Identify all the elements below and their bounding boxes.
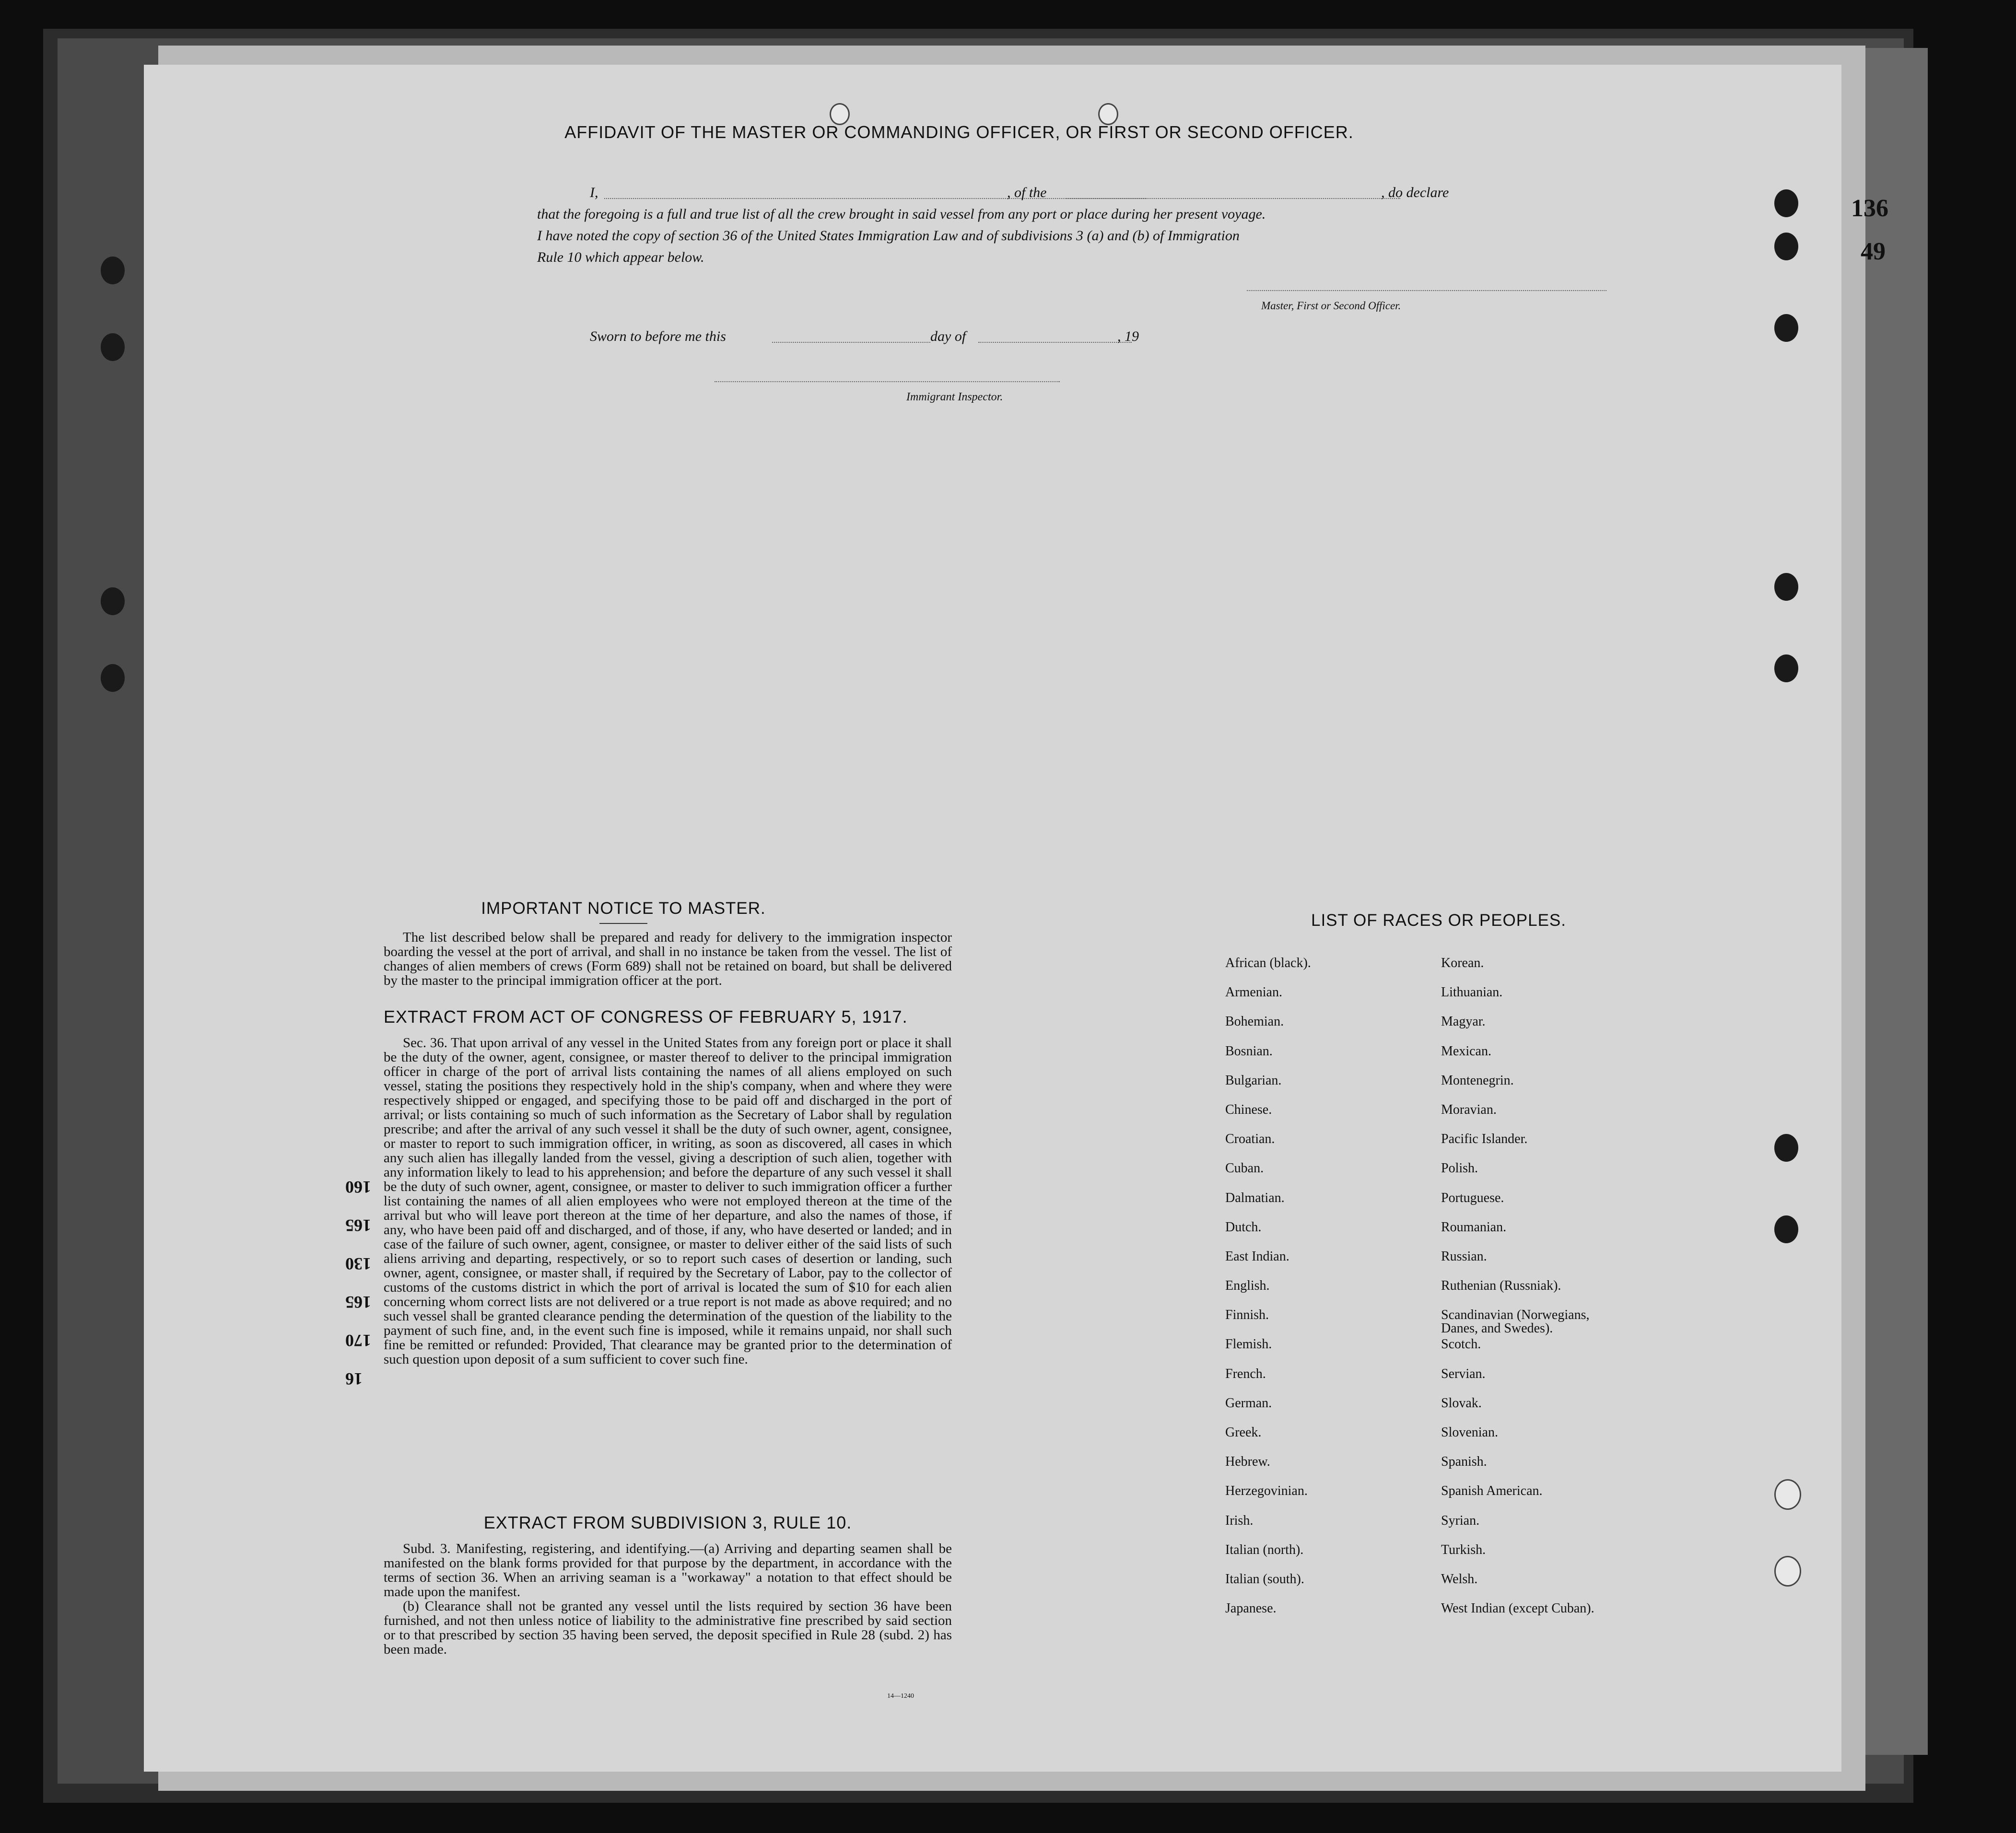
act-title: EXTRACT FROM ACT OF CONGRESS OF FEBRUARY 5, 1917. xyxy=(384,1007,908,1027)
punch-hole-icon xyxy=(1774,233,1798,260)
race-item: Magyar. xyxy=(1441,1014,1486,1029)
race-item: Finnish. xyxy=(1225,1308,1269,1323)
day-blank xyxy=(772,342,930,343)
race-item: French. xyxy=(1225,1366,1266,1381)
race-item: Dalmatian. xyxy=(1225,1190,1285,1205)
race-item: Turkish. xyxy=(1441,1542,1486,1557)
affidavit-line-2: that the foregoing is a full and true list of all the crew brought in said vessel from any port or place during her present voyage. xyxy=(537,206,1266,222)
races-right-column xyxy=(1441,957,1729,1631)
punch-hole-icon xyxy=(101,333,125,361)
race-item: Lithuanian. xyxy=(1441,985,1503,1000)
race-item: English. xyxy=(1225,1278,1270,1294)
race-item: Irish. xyxy=(1225,1513,1254,1528)
signature-blank xyxy=(1247,290,1606,291)
race-item: Bohemian. xyxy=(1225,1014,1284,1029)
race-item: Italian (north). xyxy=(1225,1542,1304,1557)
race-item: African (black). xyxy=(1225,956,1311,970)
inspector-label: Immigrant Inspector. xyxy=(906,391,1003,403)
affidavit-i: I, xyxy=(590,185,598,200)
race-item: Korean. xyxy=(1441,956,1484,970)
affidavit-line-4: Rule 10 which appear below. xyxy=(537,249,704,265)
rule-paragraph-b: (b) Clearance shall not be granted any vessel until the lists required by section 36 have been furnished, and not then unless notice of liability to the administrative fine prescribed by said section or to that prescribed by section 35 having been served, the deposit specified in Rule 28 (subd. 2) has been made. xyxy=(384,1599,952,1657)
race-item: Roumanian. xyxy=(1441,1219,1507,1235)
races-list xyxy=(1225,957,1729,1637)
punch-hole-icon xyxy=(1774,1479,1801,1510)
month-blank xyxy=(978,342,1132,343)
race-item: East Indian. xyxy=(1225,1249,1289,1264)
punch-hole-icon xyxy=(1774,1134,1798,1162)
margin-mark: 165 xyxy=(345,1216,371,1235)
race-item: Slovak. xyxy=(1441,1395,1482,1411)
vessel-blank xyxy=(1065,198,1400,199)
margin-number: 136 xyxy=(1851,195,1888,222)
race-item: Flemish. xyxy=(1225,1337,1272,1352)
act-text xyxy=(384,1036,952,1366)
inspector-blank xyxy=(715,381,1060,382)
sworn-label: Sworn to before me this xyxy=(590,328,726,344)
race-item: Croatian. xyxy=(1225,1132,1275,1147)
day-of-label: day of xyxy=(930,328,966,344)
punch-hole-icon xyxy=(1774,573,1798,601)
race-item: Cuban. xyxy=(1225,1161,1264,1176)
race-item: Bosnian. xyxy=(1225,1043,1273,1059)
race-item: Chinese. xyxy=(1225,1102,1272,1117)
race-item: Scandinavian (Norwegians, Danes, and Swedes). xyxy=(1441,1308,1590,1336)
race-item: Slovenian. xyxy=(1441,1425,1498,1440)
race-item: Servian. xyxy=(1441,1366,1486,1381)
races-left-column xyxy=(1225,957,1436,1631)
margin-mark: 16 xyxy=(345,1369,363,1389)
race-item: Spanish American. xyxy=(1441,1483,1543,1499)
binder-right-edge xyxy=(1861,48,1928,1755)
punch-hole-icon xyxy=(1774,1556,1801,1587)
race-item: Armenian. xyxy=(1225,985,1282,1000)
race-item: Dutch. xyxy=(1225,1219,1262,1235)
race-item: Montenegrin. xyxy=(1441,1073,1514,1088)
document-page xyxy=(144,65,1888,1772)
form-number: 14—1240 xyxy=(887,1693,914,1700)
race-item: Japanese. xyxy=(1225,1601,1277,1616)
signature-label: Master, First or Second Officer. xyxy=(1261,300,1401,312)
race-item: Syrian. xyxy=(1441,1513,1480,1528)
race-item: Italian (south). xyxy=(1225,1571,1304,1587)
title-rule xyxy=(599,923,647,924)
notice-title: IMPORTANT NOTICE TO MASTER. xyxy=(481,899,766,918)
race-item: German. xyxy=(1225,1395,1272,1411)
rule-paragraph-a: Subd. 3. Manifesting, registering, and identifying.—(a) Arriving and departing seamen shall be manifested on the blank forms provided for that purpose by the department, in accordance with the terms of section 36. When an arriving seaman is a "workaway" a notation to that effect should be made upon the manifest. xyxy=(384,1541,952,1599)
margin-mark: 170 xyxy=(345,1331,371,1350)
punch-hole-icon xyxy=(101,587,125,615)
race-item: Mexican. xyxy=(1441,1043,1491,1059)
margin-mark: 130 xyxy=(345,1254,371,1273)
margin-number: 49 xyxy=(1861,238,1886,265)
margin-mark: 165 xyxy=(345,1293,371,1312)
punch-hole-icon xyxy=(1774,314,1798,342)
race-item: Russian. xyxy=(1441,1249,1487,1264)
race-item: Scotch. xyxy=(1441,1337,1481,1352)
race-item: West Indian (except Cuban). xyxy=(1441,1601,1594,1616)
race-item: Spanish. xyxy=(1441,1454,1487,1470)
act-paragraph: Sec. 36. That upon arrival of any vessel in the United States from any foreign port or place it shall be the duty of the owner, agent, consignee, or master thereof to deliver to the principal immigration officer in charge of the port of arrival lists containing the names of all aliens employed on such vessel, stating the positions they respectively hold in the ship's company, when and where they were respectively shipped or engaged, and specifying those to be paid off and discharged in the port of arrival; or lists containing so much of such information as the Secretary of Labor shall by regulation prescribe; and after the arrival of any such vessel it shall be the duty of such owner, agent, consignee, or master to report to such immigration officer, in writing, as soon as discovered, all cases in which any such alien has illegally landed from the vessel, giving a description of such alien, together with any information likely to lead to his apprehension; and before the departure of any such vessel it shall be the duty of such owner, agent, consignee, or master to deliver to such immigration officer a further list containing the names of all alien employees who were not employed thereon at the time of the arrival but who will leave port thereon at the time of her departure, and also the names of those, if any, who have been paid off and discharged, and of those, if any, who have deserted or landed; and in case of the failure of such owner, agent, consignee, or master to deliver either of the said lists of such aliens arriving and departing, respectively, or so to report such cases of desertion or landing, such owner, agent, consignee, or master shall, if required by the Secretary of Labor, pay to the collector of customs of the customs district in which the port of arrival is located the sum of $10 for each alien concerning whom correct lists are not delivered or a true report is not made as above required; and no such vessel shall be granted clearance pending the determination of the question of the liability to the payment of such fine, and, in the event such fine is imposed, while it remains unpaid, nor shall such fine be remitted or refunded: Provided, That clearance may be granted prior to the determination of such question upon deposit of a sum sufficient to cover such fine. xyxy=(384,1035,952,1367)
race-item: Ruthenian (Russniak). xyxy=(1441,1278,1561,1294)
punch-hole-icon xyxy=(101,664,125,692)
race-item: Herzegovinian. xyxy=(1225,1483,1308,1499)
punch-hole-icon xyxy=(101,257,125,284)
punch-hole-icon xyxy=(1774,1215,1798,1243)
rule-text xyxy=(384,1541,952,1657)
race-item: Portuguese. xyxy=(1441,1190,1504,1205)
races-title: LIST OF RACES OR PEOPLES. xyxy=(1311,911,1566,930)
punch-hole-icon xyxy=(1774,654,1798,682)
punch-hole-icon xyxy=(1774,189,1798,217)
race-item: Bulgarian. xyxy=(1225,1073,1282,1088)
race-item: Polish. xyxy=(1441,1161,1478,1176)
notice-paragraph: The list described below shall be prepared and ready for delivery to the immigration inspector boarding the vessel at the port of arrival, and shall in no instance be taken from the vessel. The list of changes of alien members of crews (Form 689) shall not be retained on board, but shall be delivered by the master to the principal immigration officer at the port. xyxy=(384,930,952,988)
margin-mark: 160 xyxy=(345,1178,371,1197)
rule-title: EXTRACT FROM SUBDIVISION 3, RULE 10. xyxy=(483,1513,852,1532)
affidavit-of-the: , of the xyxy=(1007,185,1047,200)
race-item: Welsh. xyxy=(1441,1571,1478,1587)
year-label: , 19 xyxy=(1117,328,1139,344)
race-item: Greek. xyxy=(1225,1425,1262,1440)
affidavit-line-3: I have noted the copy of section 36 of the United States Immigration Law and of subdivisions 3 (a) and (b) of Immigration xyxy=(537,228,1240,244)
race-item: Moravian. xyxy=(1441,1102,1497,1117)
affidavit-title: AFFIDAVIT OF THE MASTER OR COMMANDING OFFICER, OR FIRST OR SECOND OFFICER. xyxy=(564,122,1354,142)
affidavit-declare: , do declare xyxy=(1381,185,1449,200)
race-item: Pacific Islander. xyxy=(1441,1132,1528,1147)
notice-text xyxy=(384,930,952,988)
race-item: Hebrew. xyxy=(1225,1454,1270,1470)
